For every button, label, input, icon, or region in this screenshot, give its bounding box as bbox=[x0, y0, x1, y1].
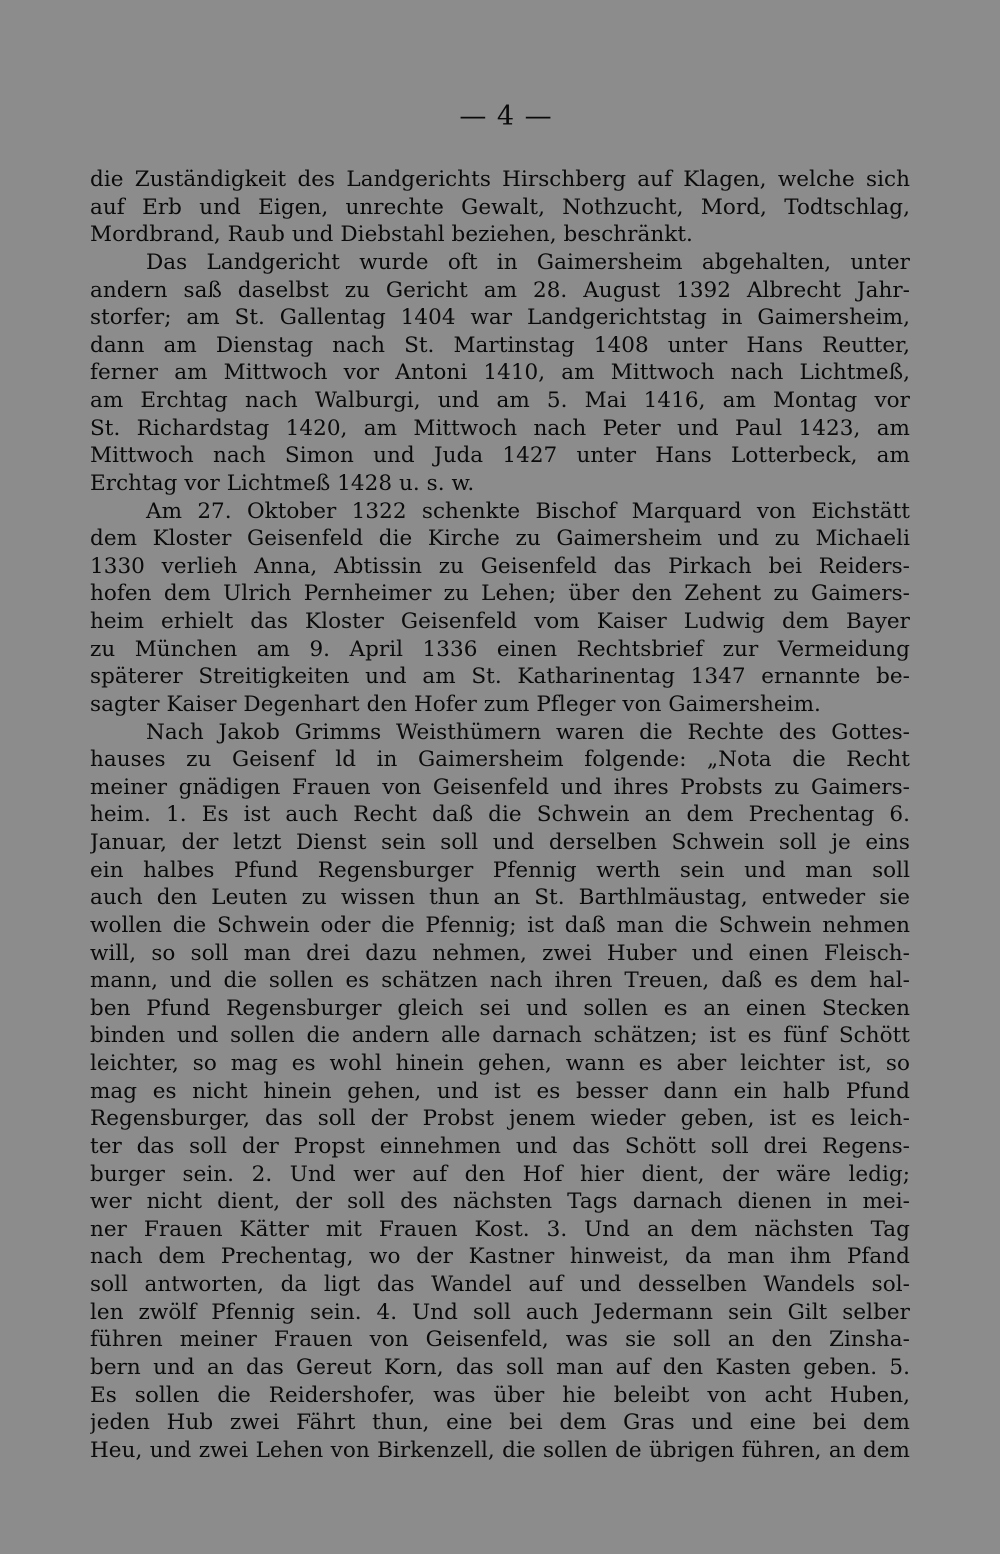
text-line: sagter Kaiser Degenhart den Hofer zum Pfleger von Gaimersheim. bbox=[90, 691, 821, 717]
text-line: wollen die Schwein oder die Pfennig; ist daß man die Schwein nehmen bbox=[90, 912, 910, 938]
text-line: Nach Jakob Grimms Weisthümern waren die Rechte des Gottes- bbox=[146, 719, 910, 745]
text-line: burger sein. 2. Und wer auf den Hof hier dient, der wäre ledig; bbox=[90, 1161, 910, 1187]
document-page bbox=[90, 102, 910, 1464]
text-line: mag es nicht hinein gehen, und ist es besser dann ein halb Pfund bbox=[90, 1078, 910, 1104]
text-line: jeden Hub zwei Fährt thun, eine bei dem Gras und eine bei dem bbox=[90, 1410, 910, 1436]
text-line: ferner am Mittwoch vor Antoni 1410, am Mittwoch nach Lichtmeß, bbox=[90, 360, 910, 386]
text-line: Es sollen die Reidershofer, was über hie beleibt von acht Huben, bbox=[90, 1382, 910, 1408]
text-line: späterer Streitigkeiten und am St. Katharinentag 1347 ernannte be- bbox=[90, 664, 910, 690]
text-line: Mordbrand, Raub und Diebstahl beziehen, beschränkt. bbox=[90, 222, 693, 248]
text-line: hauses zu Geisenf ld in Gaimersheim folgende: „Nota die Recht bbox=[90, 747, 910, 773]
text-line: meiner gnädigen Frauen von Geisenfeld und ihres Probsts zu Gaimers- bbox=[90, 774, 910, 800]
text-line: wer nicht dient, der soll des nächsten Tags darnach dienen in mei- bbox=[90, 1189, 910, 1215]
text-line: zu München am 9. April 1336 einen Rechtsbrief zur Vermeidung bbox=[90, 636, 910, 662]
text-line: auch den Leuten zu wissen thun an St. Barthlmäustag, entweder sie bbox=[90, 885, 910, 911]
text-line: ner Frauen Kätter mit Frauen Kost. 3. Und an dem nächsten Tag bbox=[90, 1216, 910, 1242]
text-line: Erchtag vor Lichtmeß 1428 u. s. w. bbox=[90, 470, 475, 496]
text-line: mann, und die sollen es schätzen nach ihren Treuen, daß es dem hal- bbox=[90, 968, 910, 994]
body-text bbox=[90, 166, 910, 1464]
text-line: Regensburger, das soll der Probst jenem wieder geben, ist es leich- bbox=[90, 1106, 910, 1132]
text-line: ben Pfund Regensburger gleich sei und sollen es an einen Stecken bbox=[90, 995, 910, 1021]
text-line: will, so soll man drei dazu nehmen, zwei Huber und einen Fleisch- bbox=[90, 940, 910, 966]
text-line: bern und an das Gereut Korn, das soll man auf den Kasten geben. 5. bbox=[90, 1354, 910, 1380]
text-line: St. Richardstag 1420, am Mittwoch nach Peter und Paul 1423, am bbox=[90, 415, 910, 441]
text-line: auf Erb und Eigen, unrechte Gewalt, Nothzucht, Mord, Todtschlag, bbox=[90, 194, 910, 220]
text-line: Das Landgericht wurde oft in Gaimersheim abgehalten, unter bbox=[146, 249, 910, 275]
text-line: storfer; am St. Gallentag 1404 war Landgerichtstag in Gaimersheim, bbox=[90, 305, 910, 331]
text-line: dem Kloster Geisenfeld die Kirche zu Gaimersheim und zu Michaeli bbox=[90, 526, 910, 552]
text-line: Mittwoch nach Simon und Juda 1427 unter Hans Lotterbeck, am bbox=[90, 443, 910, 469]
text-line: nach dem Prechentag, wo der Kastner hinweist, da man ihm Pfand bbox=[90, 1244, 910, 1270]
text-line: leichter, so mag es wohl hinein gehen, wann es aber leichter ist, so bbox=[90, 1051, 910, 1076]
text-line: führen meiner Frauen von Geisenfeld, was sie soll an den Zinsha- bbox=[90, 1327, 910, 1353]
text-line: soll antworten, da ligt das Wandel auf und desselben Wandels sol- bbox=[90, 1272, 910, 1297]
text-line: Am 27. Oktober 1322 schenkte Bischof Marquard von Eichstätt bbox=[146, 498, 910, 524]
text-line: heim erhielt das Kloster Geisenfeld vom Kaiser Ludwig dem Bayer bbox=[90, 609, 910, 634]
text-line: binden und sollen die andern alle darnach schätzen; ist es fünf Schött bbox=[90, 1023, 910, 1049]
text-line: am Erchtag nach Walburgi, und am 5. Mai 1416, am Montag vor bbox=[90, 388, 910, 413]
text-line: ein halbes Pfund Regensburger Pfennig werth sein und man soll bbox=[90, 857, 910, 883]
text-line: dann am Dienstag nach St. Martinstag 1408 unter Hans Reutter, bbox=[90, 332, 910, 358]
text-line: heim. 1. Es ist auch Recht daß die Schwein an dem Prechentag 6. bbox=[90, 802, 910, 828]
text-line: Januar, der letzt Dienst sein soll und derselben Schwein soll je eins bbox=[90, 830, 910, 855]
text-line: Heu, und zwei Lehen von Birkenzell, die sollen de übrigen führen, an dem bbox=[90, 1437, 910, 1463]
text-line: ter das soll der Propst einnehmen und das Schött soll drei Regens- bbox=[90, 1133, 910, 1159]
text-line: die Zuständigkeit des Landgerichts Hirschberg auf Klagen, welche sich bbox=[90, 167, 910, 192]
text-line: hofen dem Ulrich Pernheimer zu Lehen; über den Zehent zu Gaimers- bbox=[90, 581, 910, 607]
page-number: — 4 — bbox=[459, 101, 553, 132]
text-line: andern saß daselbst zu Gericht am 28. August 1392 Albrecht Jahr- bbox=[90, 277, 910, 303]
text-line: 1330 verlieh Anna, Abtissin zu Geisenfeld das Pirkach bei Reiders- bbox=[90, 553, 910, 579]
text-line: len zwölf Pfennig sein. 4. Und soll auch Jedermann sein Gilt selber bbox=[90, 1299, 910, 1325]
